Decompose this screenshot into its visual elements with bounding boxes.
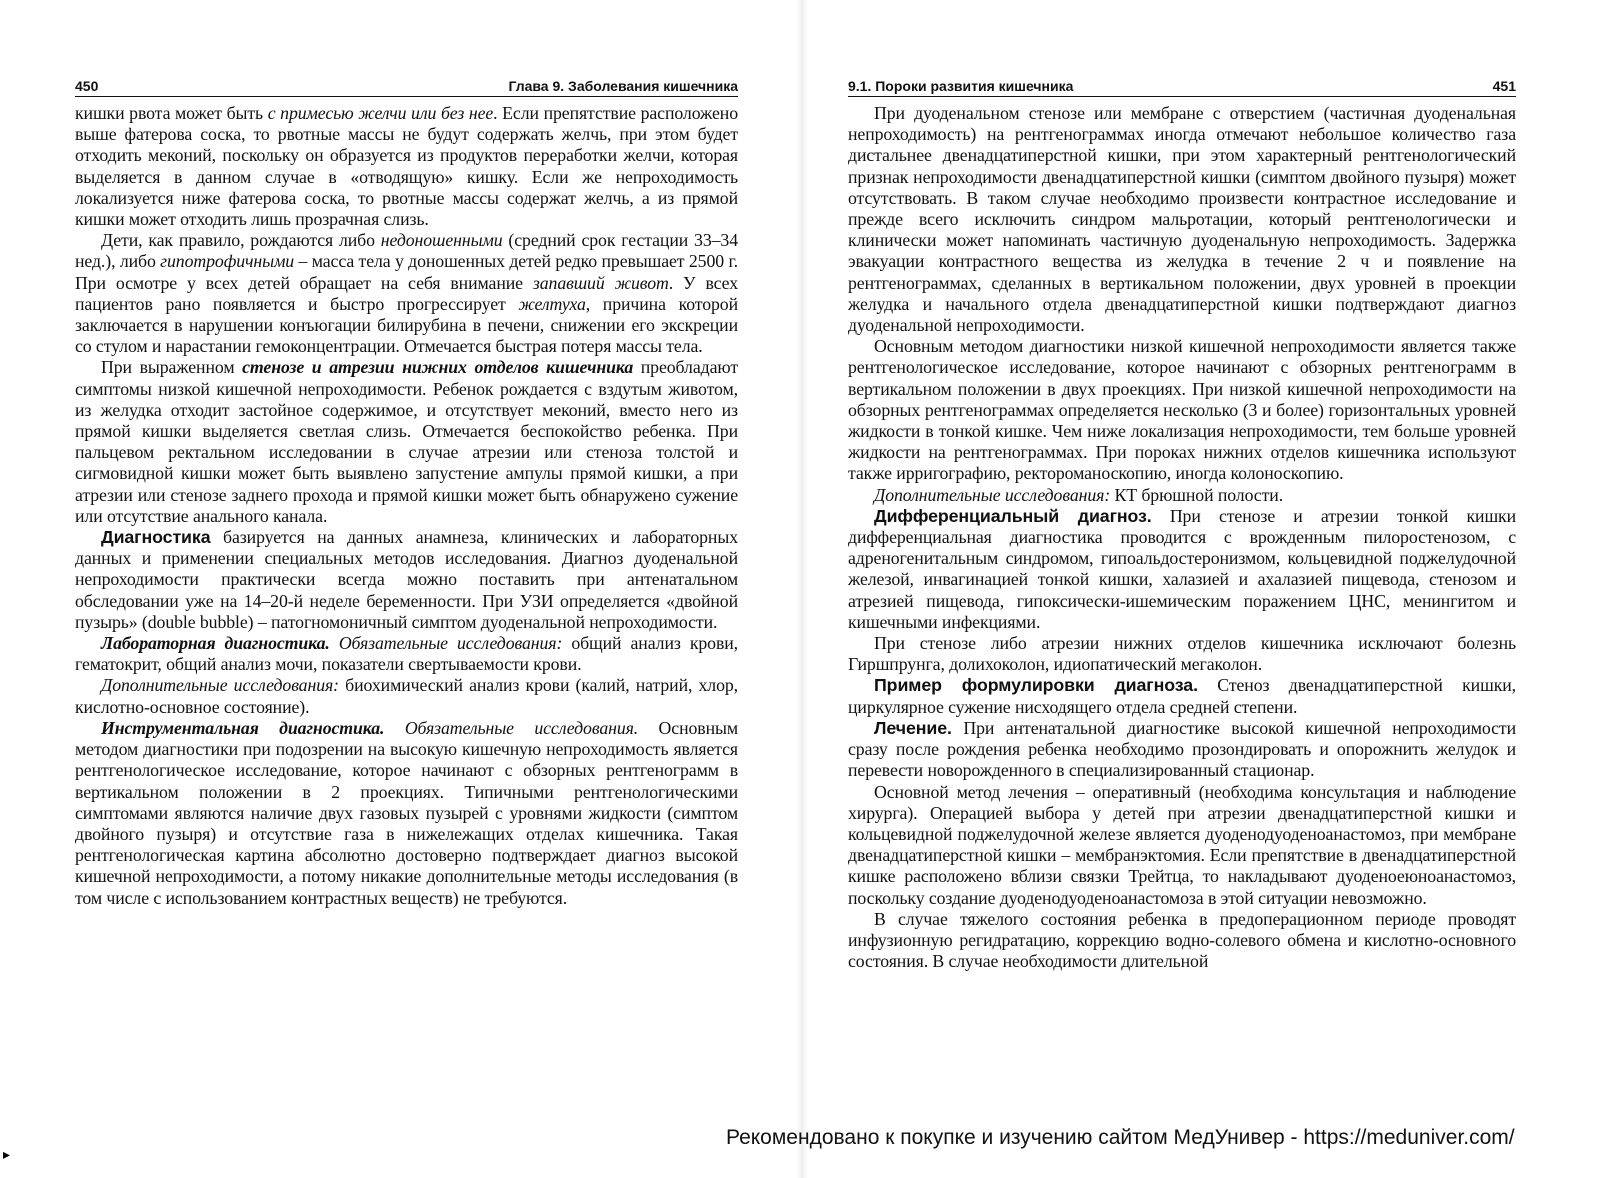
section-heading: Лечение.: [874, 717, 952, 738]
paragraph: Основным методом диагностики низкой кишечной непроходимости является также рентгенологическое исследование, которое начинают с обзорных рентгенограмм в вертикальном положении в двух проекциях. При низкой кишечной непроходимости на обзорных рентгенограммах определяется несколько (3 и более) горизонтальных уровней жидкости в тонкой кишке. Чем ниже локализация непроходимости, тем больше уровней жидкости на рентгенограммах. При пороках нижних отделов кишечника используют также ирригографию, ректороманоскопию, иногда колоноскопию.: [848, 336, 1516, 484]
corner-arrow-icon: ▸: [3, 1148, 11, 1163]
left-running-head: [75, 72, 738, 97]
paragraph: Дети, как правило, рождаются либо недоношенными (средний срок гестации 33–34 нед.), либо гипотрофичными – масса тела у доношенных детей редко превышает 2500 г. При осмотре у всех детей обращает на себя внимание запавший живот. У всех пациентов рано появляется и быстро прогрессирует желтуха, причина которой заключается в нарушении конъюгации билирубина в печени, снижении его экскреции со стулом и нарастании гемоконцентрации. Отмечается быстрая потеря массы тела.: [75, 230, 738, 357]
section-heading: Дифференциальный диагноз.: [874, 505, 1152, 526]
left-page-number: 450: [75, 78, 99, 94]
paragraph: кишки рвота может быть с примесью желчи или без нее. Если препятствие расположено выше фатерова соска, то рвотные массы не будут содержать желчь, при этом будет отходить меконий, поскольку он образуется из продуктов переработки желчи, которая выделяется в данном случае в «отводящую» кишку. Если же непроходимость локализуется ниже фатерова соска, то рвотные массы содержат желчь, а из прямой кишки может отходить лишь прозрачная слизь.: [75, 103, 738, 230]
right-page: [848, 72, 1516, 972]
right-running-title: 9.1. Пороки развития кишечника: [848, 78, 1074, 94]
paragraph: При выраженном стенозе и атрезии нижних отделов кишечника преобладают симптомы низкой кишечной непроходимости. Ребенок рождается с вздутым животом, из желудка отходит застойное содержимое, и отсутствует меконий, вместо него из прямой кишки выделяется светлая слизь. Отмечается беспокойство ребенка. При пальцевом ректальном исследовании в случае атрезии или стеноза толстой и сигмовидной кишки может быть выявлено запустение ампулы прямой кишки, а при атрезии или стенозе заднего прохода и прямой кишки может быть обнаружено сужение или отсутствие анального канала.: [75, 357, 738, 526]
paragraph: Дополнительные исследования: биохимический анализ крови (калий, натрий, хлор, кислотно-основное состояние).: [75, 675, 739, 717]
paragraph: При стенозе либо атрезии нижних отделов кишечника исключают болезнь Гиршпрунга, долихоколон, идиопатический мегаколон.: [848, 633, 1516, 675]
paragraph: Инструментальная диагностика. Обязательные исследования. Основным методом диагностики при подозрении на высокую кишечную непроходимость является рентгенологическое исследование, которое начинают с обзорных рентгенограмм в вертикальном положении в 2 проекциях. Типичными рентгенологическими симптомами являются наличие двух газовых пузырей с уровнями жидкости (симптом двойного пузыря) и отсутствие газа в нижележащих отделах кишечника. Такая рентгенологическая картина абсолютно достоверно подтверждает диагноз высокой кишечной непроходимости, а потому никакие дополнительные методы исследования (в том числе с использованием контрастных веществ) не требуются.: [75, 717, 738, 908]
right-running-head: [848, 72, 1516, 97]
section-heading: Лабораторная диагностика.: [101, 633, 330, 654]
paragraph: Лабораторная диагностика. Обязательные исследования: общий анализ крови, гематокрит, общий анализ мочи, показатели свертываемости крови.: [75, 633, 738, 675]
footer-recommendation: Рекомендовано к покупке и изучению сайтом МедУнивер - https://meduniver.com/: [726, 1126, 1515, 1149]
paragraph: При дуоденальном стенозе или мембране с отверстием (частичная дуоденальная непроходимость) на рентгенограммах иногда отмечают небольшое количество газа дистальнее двенадцатиперстной кишки, при этом характерный рентгенологический признак непроходимости двенадцатиперстной кишки (симптом двойного пузыря) может отсутствовать. В таком случае необходимо произвести контрастное исследование и прежде всего исключить синдром мальротации, который рентгенологически и клинически может напоминать частичную дуоденальную непроходимость. Задержка эвакуации контрастного вещества из желудка в течение 2 ч и появление на рентгенограммах, сделанных в вертикальном положении, двух уровней в проекции желудка и начального отдела двенадцатиперстной кишки подтверждают диагноз дуоденальной непроходимости.: [848, 103, 1516, 336]
paragraph: Пример формулировки диагноза. Стеноз двенадцатиперстной кишки, циркулярное сужение нисходящего отдела средней степени.: [848, 675, 1516, 717]
paragraph: Диагностика базируется на данных анамнеза, клинических и лабораторных данных и применении специальных методов исследования. Диагноз дуоденальной непроходимости практически всегда можно поставить при антенатальном обследовании уже на 14–20-й неделе беременности. При УЗИ определяется «двойной пузырь» (double bubble) – патогномоничный симптом дуоденальной непроходимости.: [75, 527, 738, 632]
page-gutter: [796, 0, 808, 1178]
left-running-title: Глава 9. Заболевания кишечника: [508, 78, 738, 94]
section-heading: Пример формулировки диагноза.: [874, 675, 1198, 696]
right-page-number: 451: [1492, 78, 1516, 94]
section-heading: Диагностика: [101, 527, 211, 548]
paragraph: Основной метод лечения – оперативный (необходима консультация и наблюдение хирурга). Операцией выбора у детей при атрезии двенадцатиперстной кишки и кольцевидной поджелудочной железе является дуоденодуоденоанастомоз, при мембране двенадцатиперстной кишки – мембранэктомия. Если препятствие в двенадцатиперстной кишке расположено вблизи связки Трейтца, то накладывают дуоденоеюноанастомоз, поскольку создание дуоденодуоденоанастомоза в этой ситуации невозможно.: [848, 781, 1516, 908]
left-page: [75, 72, 738, 909]
paragraph: Лечение. При антенатальной диагностике высокой кишечной непроходимости сразу после рождения ребенка необходимо прозондировать и опорожнить желудок и перевести новорожденного в специализированный стационар.: [848, 717, 1516, 781]
paragraph: Дополнительные исследования: КТ брюшной полости.: [874, 484, 1284, 505]
left-body-text: [75, 103, 738, 909]
section-heading: Инструментальная диагностика.: [101, 717, 385, 738]
paragraph: В случае тяжелого состояния ребенка в предоперационном периоде проводят инфузионную регидратацию, коррекцию водно-солевого обмена и кислотно-основного состояния. В случае необходимости длительной: [848, 908, 1516, 972]
paragraph: Дифференциальный диагноз. При стенозе и атрезии тонкой кишки дифференциальная диагностика проводится с врожденным пилоростенозом, с адреногенитальным синдромом, гипоальдостеронизмом, кольцевидной поджелудочной железой, инвагинацией тонкой кишки, халазией и ахалазией пищевода, стенозом и атрезией пищевода, гипоксически-ишемическим поражением ЦНС, менингитом и кишечными инфекциями.: [848, 505, 1517, 632]
right-body-text: [848, 103, 1516, 972]
